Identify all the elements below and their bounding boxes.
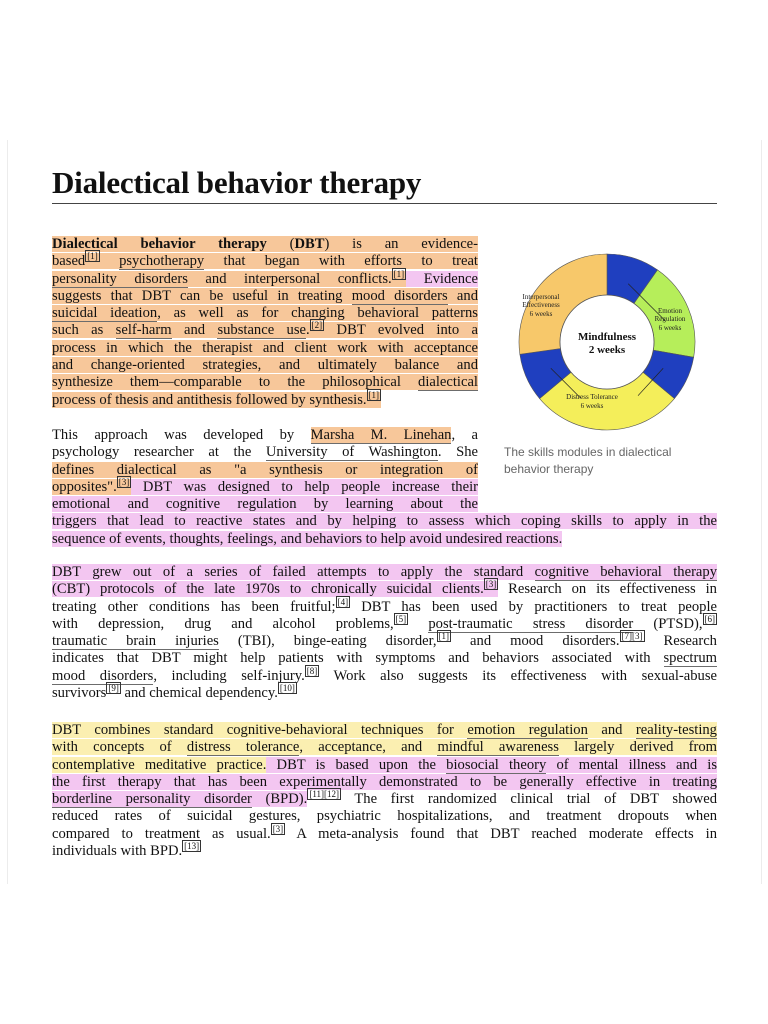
link-marsha-linehan[interactable]: Marsha M. Linehan xyxy=(310,427,452,443)
label-interpersonal: 6 weeks xyxy=(529,310,553,318)
text-run: , as well as for changing behavioral patterns xyxy=(157,305,478,322)
text-line xyxy=(52,581,717,598)
link-spectrum[interactable]: spectrum xyxy=(663,650,717,667)
citation-link[interactable]: [1] xyxy=(393,268,405,279)
text-line xyxy=(52,665,717,685)
link-mood-disorders[interactable]: mood disorders xyxy=(351,287,448,304)
text-run: Research on its effectiveness in xyxy=(498,581,717,598)
text-run: Evidence xyxy=(406,270,478,287)
text-run: , including self-injury. xyxy=(153,667,305,684)
text-run: with concepts of xyxy=(52,739,187,756)
text-line xyxy=(52,791,717,808)
text-line xyxy=(52,613,717,633)
citation-link[interactable]: [10] xyxy=(279,683,295,694)
page-title: Dialectical behavior therapy xyxy=(52,165,422,200)
citation-link[interactable]: [1] xyxy=(87,251,98,262)
text-run: defines dialectical as "a synthesis or integration of xyxy=(52,461,478,478)
text-run: emotional and cognitive regulation by learning about the xyxy=(52,496,478,513)
link-self-harm[interactable]: self-harm xyxy=(115,322,172,339)
link-reality-testing[interactable]: reality-testing xyxy=(635,722,717,738)
label-emotion: Regulation xyxy=(654,315,686,323)
citation-link[interactable]: [8] xyxy=(306,665,318,676)
label-interpersonal: Effectiveness xyxy=(522,301,560,309)
link-mood-disorders-2[interactable]: mood disorders xyxy=(52,667,154,684)
label-distress: 6 weeks xyxy=(580,402,604,410)
label-interpersonal: Interpersonal xyxy=(522,293,560,301)
text-run: The first randomized clinical trial of DBT showed xyxy=(340,791,718,808)
text-line xyxy=(52,236,478,253)
text-run: DBT combines standard cognitive-behavioral techniques for xyxy=(52,722,468,738)
text-line xyxy=(52,722,717,739)
link-personality-disorders[interactable]: personality disorders xyxy=(52,270,188,287)
text-run: triggers that lead to reactive states and by helping to assess which coping skills to apply in the xyxy=(52,513,717,530)
text-run: indicates that DBT might help patients with symptoms and behaviors associated with xyxy=(52,650,664,667)
text-run: suggests that DBT can be useful in treating xyxy=(52,287,352,304)
text-run: DBT was designed to help people increase their xyxy=(131,478,478,495)
text-run: survivors xyxy=(52,685,107,702)
text-run: (BPD). xyxy=(251,791,308,808)
label-distress: Distress Tolerance xyxy=(566,393,618,401)
text-line xyxy=(52,531,717,548)
text-run: (TBI), binge-eating disorder, xyxy=(218,633,437,650)
link-university-of-washington[interactable]: University of Washington xyxy=(265,444,438,461)
text-run: based xyxy=(52,253,86,270)
text-run: and mood disorders. xyxy=(451,633,620,650)
label-emotion: Emotion xyxy=(657,307,683,315)
paragraph-origins xyxy=(52,564,717,702)
text-line xyxy=(52,496,478,513)
text-run: with depression, drug and alcohol problems, xyxy=(52,615,394,632)
text-run: This approach was developed by xyxy=(52,427,311,443)
citation-link[interactable]: [13] xyxy=(184,841,200,852)
text-run: , a xyxy=(451,427,478,443)
link-psychotherapy[interactable]: psychotherapy xyxy=(119,253,205,270)
link-distress-tolerance[interactable]: distress tolerance xyxy=(186,739,300,756)
text-line xyxy=(52,322,478,339)
text-run: Work also suggests its effectiveness with sexual-abuse xyxy=(319,667,717,684)
text-run: the first therapy that has been experimentally demonstrated to be generally effective in treating xyxy=(52,773,717,790)
text-run: , acceptance, and xyxy=(299,739,438,756)
link-suicidal-ideation[interactable]: suicidal ideation xyxy=(52,305,158,322)
link-dialectical[interactable]: dialectical xyxy=(418,374,478,391)
text-run: psychology researcher at the xyxy=(52,444,266,461)
text-run: A meta-analysis found that DBT reached moderate effects in xyxy=(285,825,718,842)
citation-link[interactable]: [11][12] xyxy=(309,789,339,800)
text-line xyxy=(52,288,478,305)
citation-link[interactable]: [5] xyxy=(395,613,407,624)
text-line xyxy=(52,757,717,774)
text-line xyxy=(52,739,717,756)
text-line xyxy=(52,685,717,702)
citation-link[interactable]: [3] xyxy=(272,823,284,834)
text-run: synthesize them—comparable to the philosophical xyxy=(52,374,419,391)
link-bpd[interactable]: borderline personality disorder xyxy=(52,791,252,808)
text-run: and change-oriented strategies, and ultimately balance and xyxy=(52,357,478,374)
text-run: and chemical dependency. xyxy=(120,685,278,702)
text-line xyxy=(52,513,717,530)
citation-link[interactable]: [2] xyxy=(311,320,323,331)
text-run: compared to treatment as usual. xyxy=(52,825,271,842)
text-line xyxy=(52,268,478,288)
text-run: and interpersonal conflicts. xyxy=(187,270,392,287)
text-line xyxy=(52,808,717,825)
link-cbt[interactable]: cognitive behavioral therapy xyxy=(534,564,717,580)
text-run: process of thesis and antithesis followed by synthesis. xyxy=(52,391,367,408)
text-line xyxy=(52,823,718,843)
link-biosocial-theory[interactable]: biosocial theory xyxy=(446,756,547,773)
text-run xyxy=(408,616,428,632)
text-run: and xyxy=(171,322,218,339)
citation-link[interactable]: [4] xyxy=(337,596,349,607)
citation-link[interactable]: [6] xyxy=(704,613,715,624)
text-run: sequence of events, thoughts, feelings, and behaviors to help avoid undesired reactions. xyxy=(52,530,563,547)
text-run: ( xyxy=(266,236,295,252)
figure-caption: The skills modules in dialectical behavior therapy xyxy=(504,445,672,476)
text-line xyxy=(52,374,478,391)
text-line xyxy=(52,389,478,409)
citation-link[interactable]: [3] xyxy=(485,579,497,590)
skills-modules-figure xyxy=(507,252,721,432)
label-emotion: 6 weeks xyxy=(658,324,682,332)
bold-term: DBT xyxy=(294,236,325,252)
link-mindful-awareness[interactable]: mindful awareness xyxy=(437,739,559,756)
text-line xyxy=(52,340,478,357)
text-run: DBT has been used by practitioners to treat people xyxy=(350,598,717,615)
text-line xyxy=(52,596,717,616)
text-line xyxy=(52,650,717,667)
link-emotion-regulation[interactable]: emotion regulation xyxy=(467,722,588,738)
text-run: largely derived from xyxy=(558,739,718,756)
link-substance-use[interactable]: substance use xyxy=(217,322,307,339)
paragraph-history xyxy=(52,427,717,548)
citation-link[interactable]: [9] xyxy=(108,683,119,694)
text-line xyxy=(52,633,717,650)
text-line xyxy=(52,253,478,270)
text-run: such as xyxy=(52,322,116,339)
bold-term: Dialectical behavior therapy xyxy=(52,236,267,252)
text-run: of mental illness and is xyxy=(546,756,717,773)
citation-link[interactable]: [3] xyxy=(118,476,130,487)
text-line xyxy=(52,462,478,479)
text-run: . She xyxy=(437,444,479,461)
text-run: process in which the therapist and client work with acceptance xyxy=(52,339,478,356)
text-line xyxy=(52,476,478,496)
paragraph-intro xyxy=(52,236,478,409)
link-tbi[interactable]: traumatic brain injuries xyxy=(52,633,219,650)
link-ptsd[interactable]: post-traumatic stress disorder xyxy=(428,615,634,632)
text-run: DBT is based upon the xyxy=(266,756,447,773)
citation-link[interactable]: [7][3] xyxy=(621,631,643,642)
text-line xyxy=(52,305,478,322)
text-run: contemplative meditative practice. xyxy=(52,756,267,773)
text-run: that began with efforts to treat xyxy=(204,253,478,270)
text-run: ) is an evidence- xyxy=(324,236,479,252)
text-line xyxy=(52,843,717,860)
text-run: Research xyxy=(644,633,717,650)
text-run: (CBT) protocols of the late 1970s to chronically suicidal clients. xyxy=(52,581,484,598)
citation-link[interactable]: [1] xyxy=(368,389,380,400)
skills-wheel-diagram xyxy=(507,252,721,432)
text-run: (PTSD), xyxy=(633,615,703,632)
paragraph-method xyxy=(52,722,717,860)
text-line xyxy=(52,564,717,581)
text-run: DBT grew out of a series of failed attempts to apply the standard xyxy=(52,564,535,580)
text-run xyxy=(100,253,119,269)
text-line xyxy=(52,444,478,461)
text-run: treating other conditions has been fruitful; xyxy=(52,598,336,615)
text-run: reduced rates of suicidal gestures, psychiatric hospitalizations, and treatment dropouts when xyxy=(52,808,717,825)
text-line xyxy=(52,774,717,791)
text-run: and xyxy=(587,722,636,738)
text-run: . xyxy=(306,322,310,339)
text-run: and xyxy=(447,287,478,304)
center-subtitle: 2 weeks xyxy=(588,344,626,356)
title-divider xyxy=(52,203,717,204)
center-title: Mindfulness xyxy=(577,331,637,343)
text-run: individuals with BPD. xyxy=(52,843,183,860)
citation-link[interactable]: [1] xyxy=(438,631,450,642)
text-line xyxy=(52,357,478,374)
text-run: DBT evolved into a xyxy=(324,322,478,339)
text-line xyxy=(52,427,478,444)
text-run: opposites". xyxy=(52,478,117,495)
